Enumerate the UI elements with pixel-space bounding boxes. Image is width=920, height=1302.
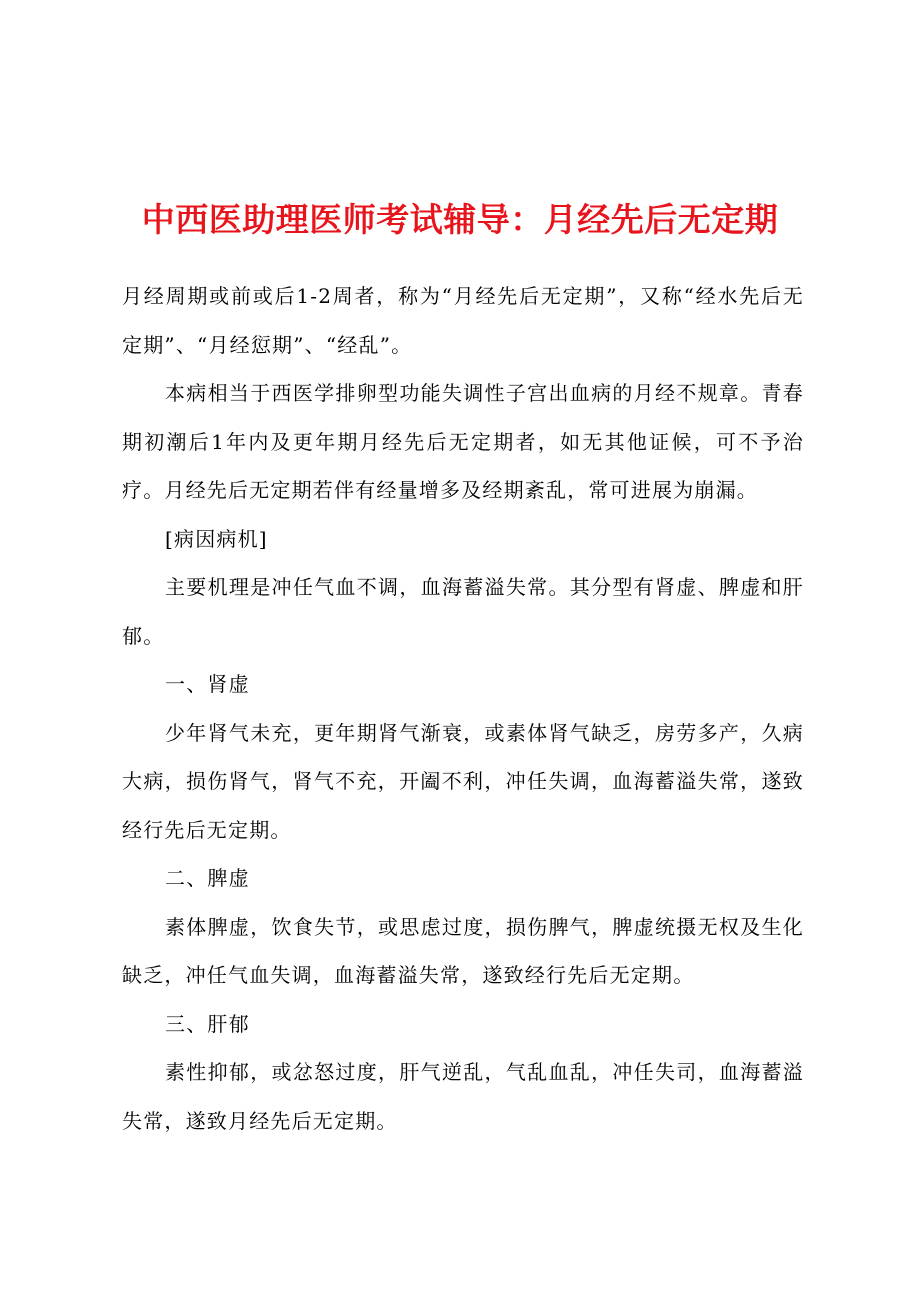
document-title: 中西医助理医师考试辅导：月经先后无定期 [141,200,779,239]
paragraph-liver-stagnation: 素性抑郁，或忿怒过度，肝气逆乱，气乱血乱，冲任失司，血海蓄溢失常，遂致月经先后无定期。 [122,1060,804,1133]
document-body [122,272,804,1145]
subheading-kidney-deficiency: 一、肾虚 [165,672,250,696]
subheading-liver-stagnation: 三、肝郁 [165,1011,250,1036]
paragraph-intro: 月经周期或前或后1-2周者，称为“月经先后无定期”，又称“经水先后无定期”、“月经愆期”、“经乱”。 [122,284,804,357]
paragraph-kidney-deficiency: 少年肾气未充，更年期肾气渐衰，或素体肾气缺乏，房劳多产，久病大病，损伤肾气，肾气不充，开阖不利，冲任失调，血海蓄溢失常，遂致经行先后无定期。 [122,720,804,842]
paragraph-mechanism: 主要机理是冲任气血不调，血海蓄溢失常。其分型有肾虚、脾虚和肝郁。 [122,575,804,648]
paragraph-spleen-deficiency: 素体脾虚，饮食失节，或思虑过度，损伤脾气，脾虚统摄无权及生化缺乏，冲任气血失调，血海蓄溢失常，遂致经行先后无定期。 [122,914,804,987]
subheading-spleen-deficiency: 二、脾虚 [165,866,250,890]
section-heading-etiology: [病因病机] [165,526,268,551]
paragraph-western-equivalent: 本病相当于西医学排卵型功能失调性子宫出血病的月经不规章。青春期初潮后1年内及更年期月经先后无定期者，如无其他证候，可不予治疗。月经先后无定期若伴有经量增多及经期紊乱，常可进展为崩漏。 [122,381,804,502]
